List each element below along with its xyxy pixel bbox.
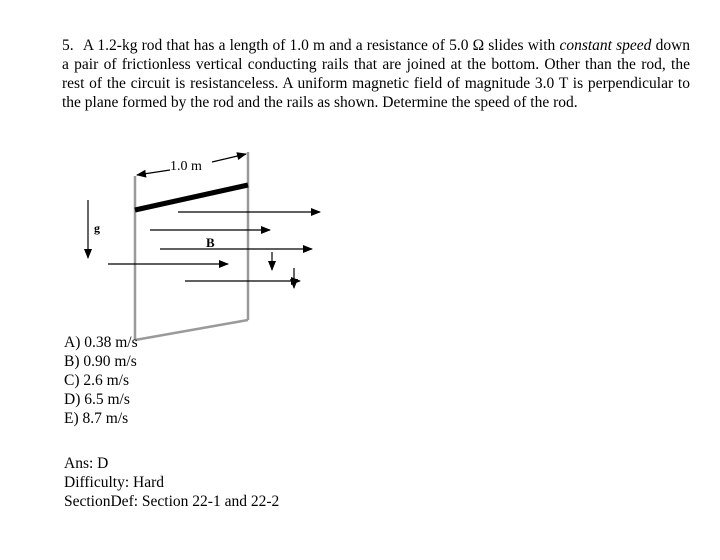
answer-value: D <box>97 455 109 472</box>
choice-letter: E) <box>64 410 79 427</box>
sliding-rod <box>135 185 248 210</box>
field-label: B <box>206 235 215 250</box>
question-emphasis: constant speed <box>559 37 652 54</box>
choice-letter: D) <box>64 391 81 408</box>
section-label: SectionDef: <box>64 493 139 510</box>
answer-label: Ans: <box>64 455 94 472</box>
question-text-part1: A 1.2-kg rod that has a length of 1.0 m and a resistance of 5.0 Ω slides with <box>82 37 556 54</box>
choice-letter: C) <box>64 372 80 389</box>
choice-e <box>64 409 138 428</box>
length-label: 1.0 m <box>170 159 202 174</box>
difficulty-label: Difficulty: <box>64 474 130 491</box>
choice-text: 8.7 m/s <box>82 410 129 427</box>
rails <box>135 152 248 340</box>
choice-letter: B) <box>64 353 80 370</box>
vertical-arrows <box>88 200 294 288</box>
question-meta <box>64 454 279 511</box>
choice-a <box>64 333 138 352</box>
choice-d <box>64 390 138 409</box>
choice-text: 2.6 m/s <box>83 372 130 389</box>
length-arrow-left <box>137 170 170 175</box>
choice-text: 6.5 m/s <box>84 391 130 408</box>
difficulty-value: Hard <box>133 474 165 491</box>
difficulty-line <box>64 473 279 492</box>
choice-letter: A) <box>64 334 81 351</box>
section-value: Section 22-1 and 22-2 <box>141 493 280 510</box>
bottom-rail <box>135 320 248 340</box>
answer-choices <box>64 333 138 428</box>
choice-text: 0.38 m/s <box>84 334 138 351</box>
choice-text: 0.90 m/s <box>83 353 137 370</box>
length-arrow-right <box>212 154 246 162</box>
choice-b <box>64 352 138 371</box>
choice-c <box>64 371 138 390</box>
section-line <box>64 492 279 511</box>
question-number: 5. <box>62 37 74 54</box>
answer-line <box>64 454 279 473</box>
question-text-part2: down a pair of frictionless vertical conducting rails that are joined at the bottom. Other than the rod, the rest of the circuit is resistanceless. A uniform magnetic field of magnitude 3.0 T is perpendicular to the plane formed by the rod and the rails as shown. Determine the speed of the rod. <box>62 37 691 111</box>
gravity-label: g <box>94 221 100 235</box>
